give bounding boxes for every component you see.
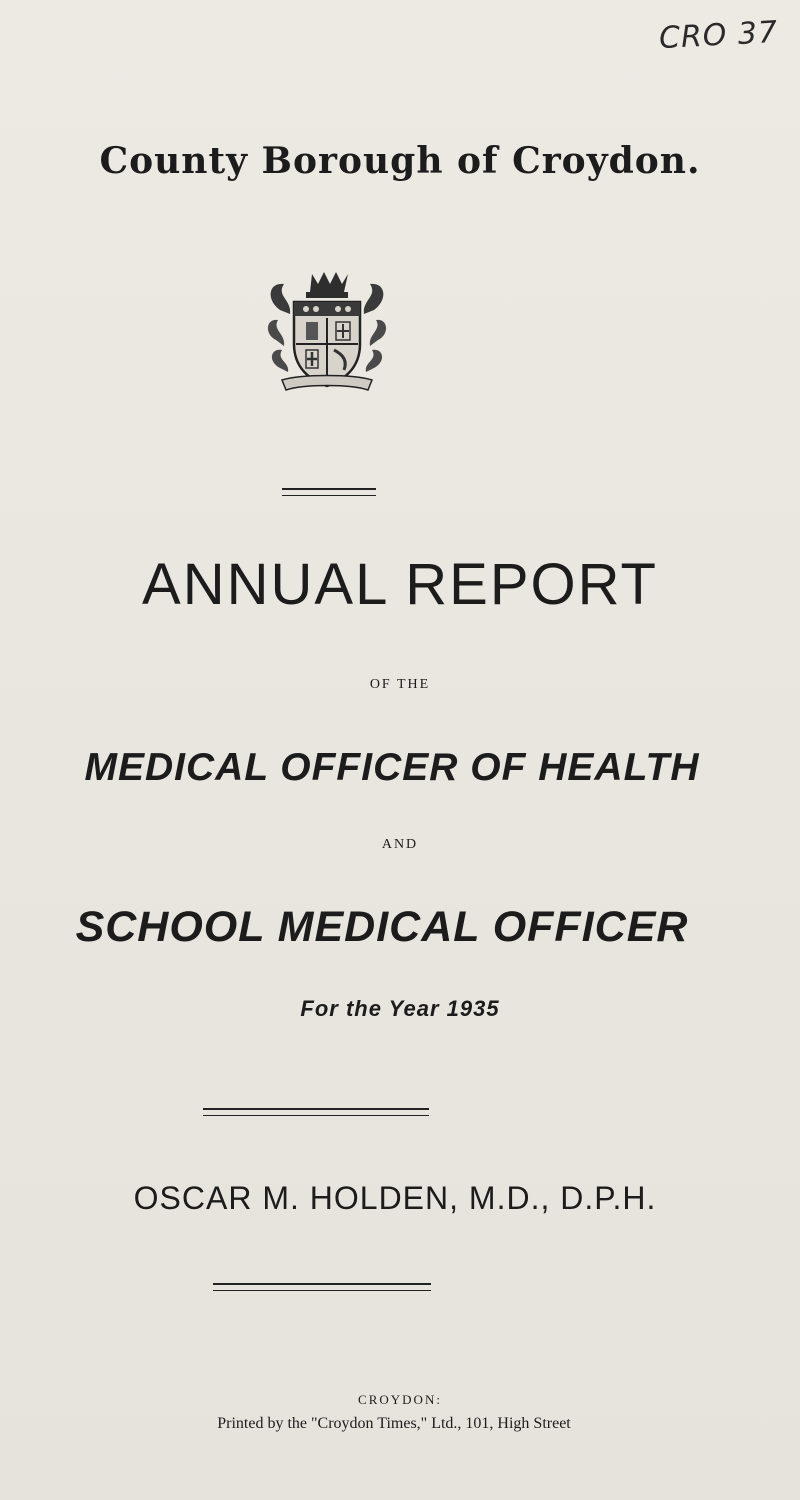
archive-reference-mark: CRO 37	[658, 14, 779, 57]
divider-rule	[282, 488, 376, 496]
divider-rule	[213, 1283, 431, 1291]
report-year: For the Year 1935	[300, 996, 500, 1021]
county-heading: County Borough of Croydon.	[99, 140, 701, 182]
divider-rule	[203, 1108, 429, 1116]
and-connector: AND	[381, 837, 419, 852]
office-medical-officer-of-health: MEDICAL OFFICER OF HEALTH	[84, 746, 700, 789]
office-school-medical-officer: SCHOOL MEDICAL OFFICER	[75, 903, 689, 951]
of-the-connector: OF THE	[369, 677, 431, 692]
printer-imprint: Printed by the "Croydon Times," Ltd., 101, High Street	[217, 1415, 571, 1432]
show-through-reverse-page	[60, 150, 760, 450]
author-name: OSCAR M. HOLDEN, M.D., D.P.H.	[133, 1180, 657, 1216]
report-title: ANNUAL REPORT	[142, 552, 658, 617]
borough-coat-of-arms-icon	[262, 270, 392, 394]
publication-place: CROYDON:	[358, 1392, 442, 1407]
